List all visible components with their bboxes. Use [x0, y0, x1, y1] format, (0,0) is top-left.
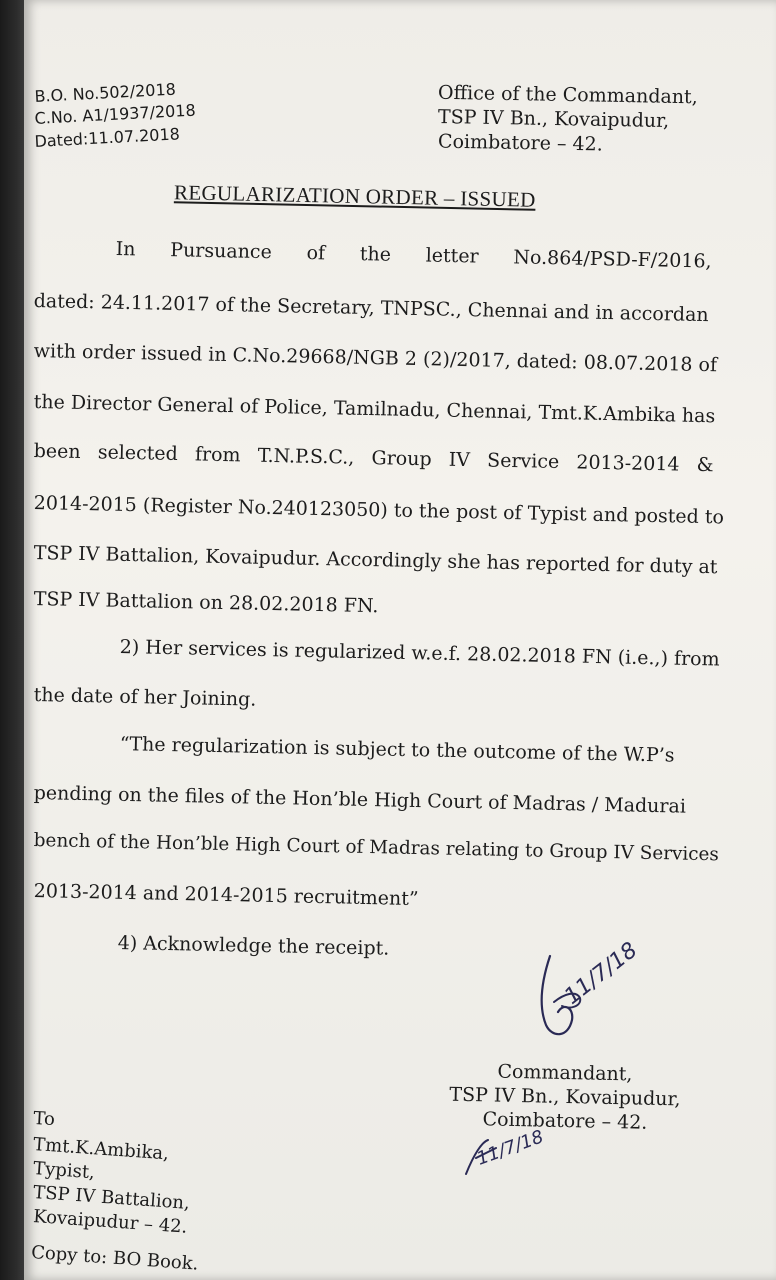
to-label: To — [32, 1108, 56, 1131]
c-number: C.No. A1/1937/2018 — [34, 100, 197, 128]
para3-line-1: “The regularization is subject to the outcome of the W.P’s — [119, 733, 675, 767]
word: IV — [448, 448, 471, 472]
signatory-office: TSP IV Bn., Kovaipudur, — [449, 1083, 681, 1111]
word: In — [115, 238, 136, 261]
para1-line-8: TSP IV Battalion on 28.02.2018 FN. — [33, 588, 379, 618]
initials-date-note: 11/7/18 — [474, 1126, 547, 1170]
office-line-1: Office of the Commandant, — [437, 81, 698, 109]
word: from — [194, 443, 241, 467]
para2-line-1: 2) Her services is regularized w.e.f. 28.02.2018 FN (i.e.,) from — [119, 636, 720, 671]
office-line-3: Coimbatore – 42. — [437, 130, 603, 156]
copy-to-line: Copy to: BO Book. — [30, 1242, 200, 1275]
para1-line-2: dated: 24.11.2017 of the Secretary, TNPSC., Chennai and in accordan — [33, 290, 709, 327]
bo-number: B.O. No.502/2018 — [34, 79, 177, 106]
word: of — [306, 241, 326, 265]
word: been — [33, 440, 81, 463]
para2-line-2: the date of her Joining. — [33, 684, 257, 711]
para3-line-4: 2013-2014 and 2014-2015 recruitment” — [33, 880, 419, 911]
to-unit: TSP IV Battalion, — [32, 1182, 191, 1214]
para1-line-6: 2014-2015 (Register No.240123050) to the post of Typist and posted to — [33, 492, 725, 529]
word: T.N.P.S.C., — [257, 444, 355, 469]
to-place: Kovaipudur – 42. — [32, 1206, 188, 1238]
word: letter — [425, 244, 479, 268]
to-name: Tmt.K.Ambika, — [32, 1134, 170, 1165]
para1-line-4: the Director General of Police, Tamilnadu, Chennai, Tmt.K.Ambika has — [33, 391, 716, 428]
para3-line-3: bench of the Hon’ble High Court of Madras relating to Group IV Services — [33, 830, 720, 866]
para1-line-7: TSP IV Battalion, Kovaipudur. Accordingly she has reported for duty at — [33, 542, 718, 579]
word: Group — [371, 447, 432, 471]
para3-line-2: pending on the files of the Hon’ble High Court of Madras / Madurai — [33, 782, 687, 818]
office-line-2: TSP IV Bn., Kovaipudur, — [437, 105, 670, 133]
word: Pursuance — [170, 239, 273, 264]
word: No.864/PSD-F/2016, — [513, 246, 712, 273]
dated-line: Dated:11.07.2018 — [34, 124, 181, 151]
word: & — [696, 453, 714, 477]
signature-date-note: 11/7/18 — [560, 937, 643, 1010]
para1-line-3: with order issued in C.No.29668/NGB 2 (2)/2017, dated: 08.07.2018 of — [33, 340, 718, 377]
word: selected — [97, 441, 179, 466]
to-designation: Typist, — [32, 1158, 96, 1184]
signatory-city: Coimbatore – 42. — [482, 1108, 648, 1134]
document-title: REGULARIZATION ORDER – ISSUED — [173, 180, 536, 212]
para4-acknowledge: 4) Acknowledge the receipt. — [117, 932, 390, 960]
word: the — [359, 243, 392, 266]
signatory-title: Commandant, — [497, 1060, 633, 1086]
word: Service — [486, 449, 560, 474]
word: 2013-2014 — [576, 451, 680, 476]
